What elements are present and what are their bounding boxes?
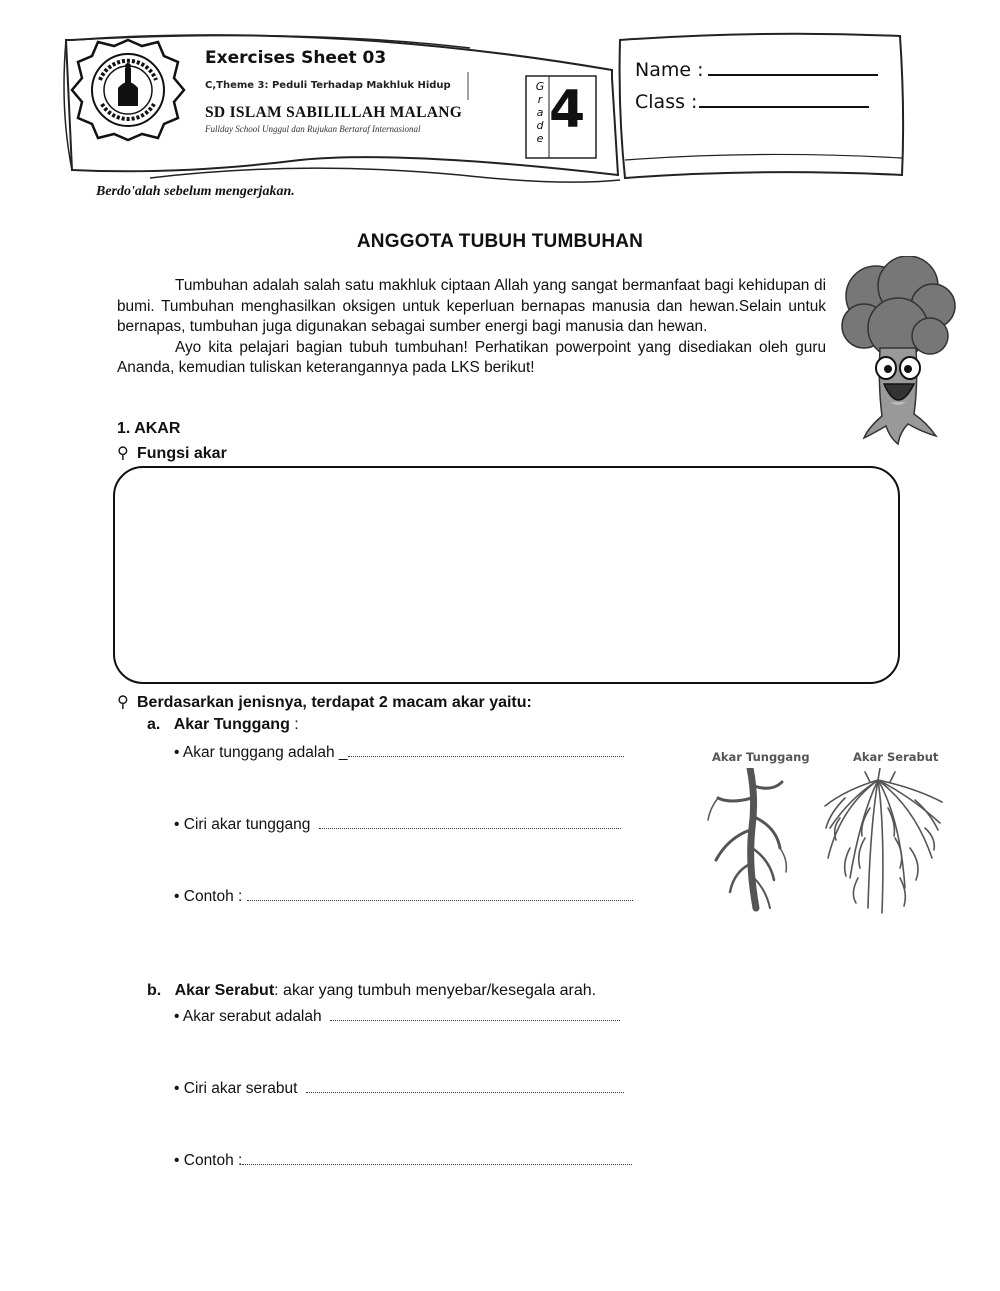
akar-tunggang-heading: a. Akar Tunggang : — [147, 716, 299, 733]
tunggang-contoh-item: • Contoh : — [174, 886, 633, 906]
intro-text — [117, 276, 826, 379]
fibrous-root-illustration — [825, 768, 942, 913]
theme-label: C,Theme 3: Peduli Terhadap Makhluk Hidup — [205, 80, 451, 91]
akar-serabut-heading: b. Akar Serabut: akar yang tumbuh menyebar/kesegala arah. — [147, 982, 597, 999]
class-label: Class : — [635, 91, 698, 113]
name-label: Name : — [635, 59, 704, 81]
tunggang-ciri-item: • Ciri akar tunggang — [174, 814, 621, 834]
fungsi-akar-answer-box[interactable] — [113, 466, 900, 684]
school-name: SD ISLAM SABILILLAH MALANG — [205, 104, 463, 121]
tree-mascot-illustration — [838, 256, 958, 448]
tunggang-contoh-blank[interactable] — [247, 886, 633, 901]
name-field[interactable] — [635, 58, 878, 81]
class-blank[interactable] — [699, 90, 869, 108]
name-blank[interactable] — [708, 58, 878, 76]
intro-paragraph-1: Tumbuhan adalah salah satu makhluk ciptaan Allah yang sangat bermanfaat bagi kehidupan di bumi. Tumbuhan menghasilkan oksigen untuk keperluan bernapas manusia dan hewan.Selain untuk bernapas, tumbuhan juga digunakan sebagai sumber energi bagi manusia dan hewan. — [117, 277, 826, 336]
section-akar-heading: 1. AKAR — [117, 420, 181, 437]
school-motto: Fullday School Unggul dan Rujukan Bertaraf Internasional — [205, 124, 421, 134]
pencil-bullet-icon: ⚲ — [117, 445, 129, 462]
root-types-label: ⚲ Berdasarkan jenisnya, terdapat 2 macam akar yaitu: — [117, 694, 532, 711]
serabut-definition-item: • Akar serabut adalah — [174, 1006, 620, 1026]
sheet-title: Exercises Sheet 03 — [205, 48, 387, 68]
serabut-contoh-blank[interactable] — [242, 1150, 632, 1165]
intro-paragraph-2: Ayo kita pelajari bagian tubuh tumbuhan! Perhatikan powerpoint yang disediakan oleh guru Ananda, kemudian tuliskan keterangannya pada LKS berikut! — [117, 338, 826, 377]
tunggang-definition-item: • Akar tunggang adalah _ — [174, 742, 624, 762]
tunggang-definition-blank[interactable] — [348, 742, 624, 757]
pencil-bullet-icon: ⚲ — [117, 694, 129, 711]
grade-word: G r a d e — [535, 80, 545, 145]
serabut-definition-blank[interactable] — [330, 1006, 620, 1021]
serabut-ciri-blank[interactable] — [306, 1078, 624, 1093]
akar-tunggang-image-label: Akar Tunggang — [712, 750, 810, 764]
tunggang-ciri-blank[interactable] — [319, 814, 621, 829]
prayer-note: Berdo'alah sebelum mengerjakan. — [96, 184, 295, 199]
akar-serabut-image-label: Akar Serabut — [853, 750, 939, 764]
grade-number: 4 — [549, 80, 586, 140]
page-title: ANGGOTA TUBUH TUMBUHAN — [356, 231, 644, 252]
taproot-illustration — [708, 768, 786, 908]
root-types-illustration — [700, 768, 960, 918]
fungsi-akar-label: ⚲ Fungsi akar — [117, 445, 227, 462]
serabut-ciri-item: • Ciri akar serabut — [174, 1078, 624, 1098]
class-field[interactable] — [635, 90, 869, 113]
serabut-contoh-item: • Contoh : — [174, 1150, 632, 1170]
